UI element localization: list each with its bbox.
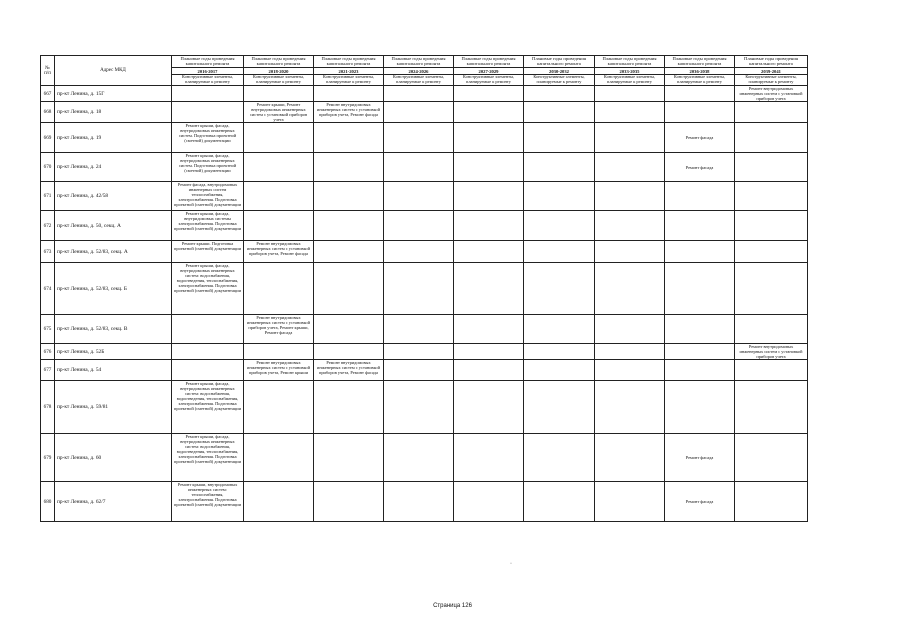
repair-cell: Ремонт внутридомовых инженерных систем с установкой приборов учета, Ремонт фасада <box>244 241 314 263</box>
repair-cell <box>735 434 808 482</box>
repair-cell <box>524 360 595 381</box>
repair-cell <box>244 434 314 482</box>
table-row <box>41 263 808 315</box>
row-number: 679 <box>41 434 55 482</box>
repair-cell <box>314 344 384 360</box>
repair-cell <box>384 102 454 123</box>
repair-cell <box>665 315 735 344</box>
repair-cell <box>384 482 454 522</box>
repair-cell <box>314 123 384 153</box>
repair-cell: Ремонт внутридомовых инженерных систем с установкой приборов учета <box>735 86 808 102</box>
repair-cell <box>524 182 595 211</box>
repair-cell <box>454 123 524 153</box>
repair-cell <box>665 263 735 315</box>
row-number: 677 <box>41 360 55 381</box>
row-number: 671 <box>41 182 55 211</box>
header-sub-0: Конструктивные элементы, планируемые к ремонту <box>172 75 244 86</box>
repair-cell <box>595 344 665 360</box>
repair-cell: Ремонт крыши. Подготовка проектной (сметной) документации <box>172 241 244 263</box>
table-body <box>41 86 808 522</box>
table-row <box>41 123 808 153</box>
repair-cell <box>244 182 314 211</box>
period-title: Плановые годы проведения капитального ремонта <box>602 56 657 66</box>
row-number: 668 <box>41 102 55 123</box>
repair-cell <box>244 381 314 434</box>
repair-cell <box>244 123 314 153</box>
repair-cell: Ремонт фасада <box>665 123 735 153</box>
repair-cell <box>735 315 808 344</box>
page-footer: Страница 126 <box>433 603 472 609</box>
repair-cell <box>384 263 454 315</box>
table-row <box>41 86 808 102</box>
repair-cell <box>454 434 524 482</box>
repair-cell <box>524 86 595 102</box>
repair-cell <box>454 182 524 211</box>
header-sub-2: Конструктивные элементы, планируемые к ремонту <box>314 75 384 86</box>
repair-cell: Ремонт крыши, Ремонт внутридомовых инженерных систем с установкой приборов учета <box>244 102 314 123</box>
row-address: пр-кт Ленина, д. 50, секц. А <box>55 211 172 241</box>
repair-cell <box>244 482 314 522</box>
repair-cell <box>454 482 524 522</box>
repair-cell <box>172 344 244 360</box>
repair-cell <box>384 86 454 102</box>
repair-cell <box>735 482 808 522</box>
table-row <box>41 153 808 182</box>
repair-cell <box>244 211 314 241</box>
repair-cell <box>735 123 808 153</box>
period-title: Плановые годы проведения капитального ремонта <box>744 56 798 66</box>
table-row <box>41 344 808 360</box>
header-period-8 <box>735 56 808 75</box>
table-row <box>41 434 808 482</box>
period-title: Плановые годы проведения капитального ремонта <box>321 56 376 66</box>
repair-cell: Ремонт внутридомовых инженерных систем с установкой приборов учета, Ремонт крыши <box>244 360 314 381</box>
repair-cell <box>665 86 735 102</box>
row-address: пр-кт Ленина, д. 52/83, секц. Б <box>55 263 172 315</box>
header-period-5 <box>524 56 595 75</box>
repair-cell <box>524 211 595 241</box>
repair-cell: Ремонт внутридомовых инженерных систем с установкой приборов учета, Ремонт крыши, Ремонт фасада <box>244 315 314 344</box>
repair-cell: Ремонт фасада <box>665 153 735 182</box>
period-years: 2033-2035 <box>595 67 664 74</box>
period-title: Плановые годы проведения капитального ремонта <box>180 56 235 66</box>
table-row <box>41 315 808 344</box>
repair-cell <box>384 381 454 434</box>
period-years: 2039-2041 <box>735 67 807 74</box>
header-sub-1: Конструктивные элементы, планируемые к ремонту <box>244 75 314 86</box>
repair-cell <box>524 344 595 360</box>
repair-cell <box>244 344 314 360</box>
repair-cell <box>665 211 735 241</box>
repair-cell <box>595 434 665 482</box>
repair-cell: Ремонт крыши, внутридомовых инженерных систем: теплоснабжения, электроснабжения. Подготовка проектной (сметной) документации <box>172 482 244 522</box>
repair-cell <box>384 241 454 263</box>
row-number: 680 <box>41 482 55 522</box>
repair-cell: Ремонт фасада, внутридомовых инженерных систем теплоснабжения, электроснабжения. Подготовка проектной (сметной) документации <box>172 182 244 211</box>
row-number: 675 <box>41 315 55 344</box>
repair-cell <box>314 434 384 482</box>
repair-cell <box>314 182 384 211</box>
repair-cell <box>735 182 808 211</box>
header-sub-5: Конструктивные элементы, планируемые к ремонту <box>524 75 595 86</box>
header-num: № п/п <box>41 56 55 86</box>
repair-cell <box>454 315 524 344</box>
row-address: пр-кт Ленина, д. 52/83, секц. В <box>55 315 172 344</box>
repair-cell <box>595 123 665 153</box>
repair-cell <box>665 381 735 434</box>
header-period-2 <box>314 56 384 75</box>
period-title: Плановые годы проведения капитального ремонта <box>532 56 586 66</box>
period-title: Плановые годы проведения капитального ремонта <box>251 56 306 66</box>
row-address: пр-кт Ленина, д. 15Г <box>55 86 172 102</box>
repair-cell: Ремонт внутридомовых инженерных систем с установкой приборов учета, Ремонт фасада <box>314 102 384 123</box>
repair-cell <box>595 211 665 241</box>
period-years: 2016-2017 <box>172 67 243 74</box>
repair-cell: Ремонт крыши, фасада, внутридомовых системы электроснабжения. Подготовка проектной (сметной) документации <box>172 211 244 241</box>
repair-cell: Ремонт внутридомовых инженерных систем с установкой приборов учета <box>735 344 808 360</box>
row-number: 676 <box>41 344 55 360</box>
period-title: Плановые годы проведения капитального ремонта <box>461 56 516 66</box>
repair-cell <box>384 123 454 153</box>
repair-cell <box>665 182 735 211</box>
repair-schedule-table <box>40 55 808 522</box>
repair-cell: Ремонт фасада <box>665 482 735 522</box>
repair-cell <box>524 381 595 434</box>
repair-cell <box>735 381 808 434</box>
repair-cell <box>314 381 384 434</box>
row-number: 670 <box>41 153 55 182</box>
repair-cell <box>172 360 244 381</box>
repair-cell <box>384 211 454 241</box>
header-period-7 <box>665 56 735 75</box>
row-number: 672 <box>41 211 55 241</box>
header-period-0 <box>172 56 244 75</box>
table-row <box>41 241 808 263</box>
repair-cell <box>665 241 735 263</box>
header-period-6 <box>595 56 665 75</box>
repair-cell <box>595 360 665 381</box>
repair-cell <box>454 344 524 360</box>
repair-cell <box>595 263 665 315</box>
row-address: пр-кт Ленина, д. 24 <box>55 153 172 182</box>
repair-cell <box>524 102 595 123</box>
repair-cell <box>314 153 384 182</box>
repair-cell <box>595 315 665 344</box>
repair-cell <box>454 211 524 241</box>
repair-cell <box>172 86 244 102</box>
row-address: пр-кт Ленина, д. 62/7 <box>55 482 172 522</box>
repair-cell <box>524 434 595 482</box>
repair-cell <box>384 434 454 482</box>
repair-cell <box>595 241 665 263</box>
repair-cell <box>244 263 314 315</box>
table-row <box>41 102 808 123</box>
header-period-3 <box>384 56 454 75</box>
header-address: Адрес МКД <box>55 56 172 86</box>
table-row <box>41 482 808 522</box>
row-address: пр-кт Ленина, д. 42/58 <box>55 182 172 211</box>
repair-cell <box>735 263 808 315</box>
repair-cell <box>524 315 595 344</box>
repair-cell <box>314 241 384 263</box>
repair-cell <box>454 381 524 434</box>
row-address: пр-кт Ленина, д. 59/81 <box>55 381 172 434</box>
repair-cell <box>314 86 384 102</box>
repair-cell: Ремонт внутридомовых инженерных систем с установкой приборов учета, Ремонт фасада <box>314 360 384 381</box>
header-sub-6: Конструктивные элементы, планируемые к ремонту <box>595 75 665 86</box>
repair-cell <box>665 360 735 381</box>
repair-cell <box>595 153 665 182</box>
header-period-4 <box>454 56 524 75</box>
period-years: 2030-2032 <box>524 67 594 74</box>
repair-cell <box>595 86 665 102</box>
period-years: 2021-2023 <box>314 67 383 74</box>
repair-cell: Ремонт крыши, фасада, внутридомовых инженерных систем. Подготовка проектной (сметной) документации <box>172 153 244 182</box>
row-number: 678 <box>41 381 55 434</box>
repair-cell: Ремонт крыши, фасада, внутридомовых инженерных систем: водоснабжения, водоотведения, теплоснабжения, электроснабжения. Подготовка проектной (сметной) документации <box>172 381 244 434</box>
repair-cell <box>384 315 454 344</box>
repair-cell <box>454 153 524 182</box>
repair-cell: Ремонт крыши, фасада, внутридомовых инженерных систем. Подготовка проектной (сметной) документации <box>172 123 244 153</box>
period-years: 2027-2029 <box>454 67 523 74</box>
repair-cell <box>735 153 808 182</box>
repair-cell <box>384 153 454 182</box>
period-years: 2024-2026 <box>384 67 453 74</box>
repair-cell <box>524 241 595 263</box>
repair-cell <box>172 315 244 344</box>
stray-mark: · <box>510 561 512 567</box>
period-years: 2036-2038 <box>665 67 734 74</box>
repair-cell <box>735 211 808 241</box>
repair-cell <box>384 360 454 381</box>
row-address: пр-кт Ленина, д. 60 <box>55 434 172 482</box>
header-sub-8: Конструктивные элементы, планируемые к ремонту <box>735 75 808 86</box>
repair-cell <box>595 182 665 211</box>
repair-cell <box>595 381 665 434</box>
repair-cell <box>524 153 595 182</box>
header-sub-7: Конструктивные элементы, планируемые к ремонту <box>665 75 735 86</box>
table-header <box>41 56 808 86</box>
row-number: 667 <box>41 86 55 102</box>
repair-cell <box>595 482 665 522</box>
repair-cell <box>314 263 384 315</box>
repair-cell <box>314 315 384 344</box>
repair-cell: Ремонт крыши, фасада, внутридомовых инженерных систем: водоснабжения, водоотведения, теплоснабжения, электроснабжения. Подготовка проектной (сметной) документации <box>172 434 244 482</box>
repair-cell <box>384 182 454 211</box>
repair-cell <box>524 263 595 315</box>
period-title: Плановые годы проведения капитального ремонта <box>672 56 727 66</box>
header-sub-3: Конструктивные элементы, планируемые к ремонту <box>384 75 454 86</box>
repair-cell <box>735 360 808 381</box>
repair-cell <box>595 102 665 123</box>
row-number: 673 <box>41 241 55 263</box>
row-number: 674 <box>41 263 55 315</box>
repair-cell <box>172 102 244 123</box>
row-address: пр-кт Ленина, д. 52/83, секц. А <box>55 241 172 263</box>
repair-cell: Ремонт фасада <box>665 434 735 482</box>
row-number: 669 <box>41 123 55 153</box>
repair-cell <box>244 86 314 102</box>
period-title: Плановые годы проведения капитального ремонта <box>391 56 446 66</box>
row-address: пр-кт Ленина, д. 19 <box>55 123 172 153</box>
repair-cell <box>524 123 595 153</box>
repair-cell <box>384 344 454 360</box>
table-row <box>41 360 808 381</box>
repair-cell <box>454 360 524 381</box>
repair-cell: Ремонт крыши, фасада, внутридомовых инженерных систем: водоснабжения, водоотведения, теплоснабжения, электроснабжения. Подготовка проектной (сметной) документации <box>172 263 244 315</box>
repair-cell <box>454 86 524 102</box>
repair-cell <box>524 482 595 522</box>
repair-cell <box>244 153 314 182</box>
repair-cell <box>314 482 384 522</box>
repair-cell <box>314 211 384 241</box>
table-row <box>41 211 808 241</box>
table-row <box>41 182 808 211</box>
repair-cell <box>665 102 735 123</box>
repair-cell <box>735 102 808 123</box>
repair-cell <box>665 344 735 360</box>
period-years: 2018-2020 <box>244 67 313 74</box>
row-address: пр-кт Ленина, д. 52Б <box>55 344 172 360</box>
row-address: пр-кт Ленина, д. 54 <box>55 360 172 381</box>
row-address: пр-кт Ленина, д. 18 <box>55 102 172 123</box>
repair-cell <box>454 263 524 315</box>
header-sub-4: Конструктивные элементы, планируемые к ремонту <box>454 75 524 86</box>
repair-cell <box>735 241 808 263</box>
repair-cell <box>454 241 524 263</box>
table-row <box>41 381 808 434</box>
header-period-1 <box>244 56 314 75</box>
repair-cell <box>454 102 524 123</box>
